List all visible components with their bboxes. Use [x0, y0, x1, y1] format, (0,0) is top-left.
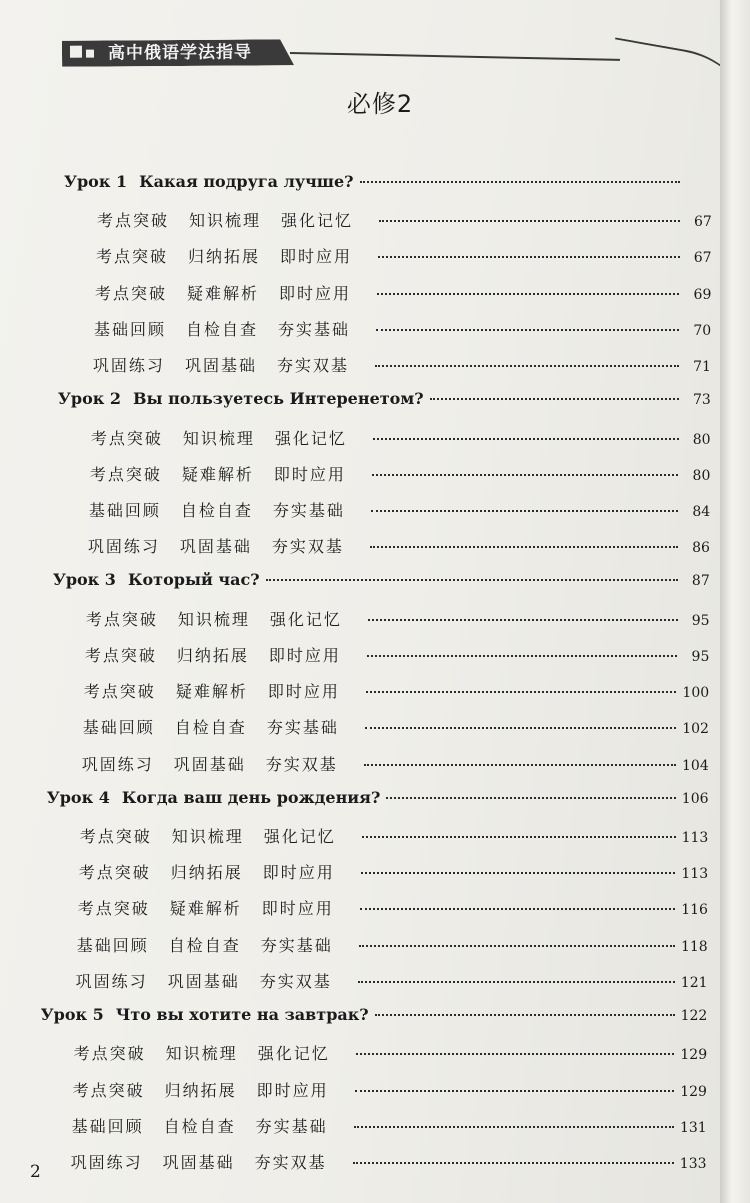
page-ref: 118: [680, 938, 708, 955]
header-rule: [290, 52, 620, 61]
page-ref: 129: [680, 1083, 707, 1100]
entry-label-c: 即时应用: [256, 1080, 329, 1100]
entry-label-c: 夯实双基: [265, 754, 338, 774]
toc-entry-row: [79, 860, 708, 883]
toc-entry-row: [95, 281, 711, 304]
dot-leader: [368, 619, 678, 621]
dot-leader: [430, 398, 679, 400]
page-ref: 80: [692, 467, 711, 484]
entry-label-a: 巩固练习: [81, 754, 154, 774]
entry-labels: [97, 208, 373, 231]
entry-labels: [78, 896, 354, 919]
toc-entry-row: [97, 208, 712, 231]
entry-label-a: 巩固练习: [92, 356, 165, 376]
entry-label-c: 即时应用: [261, 899, 334, 919]
toc-entry-row: [80, 824, 709, 847]
entry-label-c: 强化记忆: [263, 827, 336, 846]
entry-label-c: 强化记忆: [281, 211, 354, 231]
entry-labels: [88, 534, 364, 557]
page-ref: 100: [682, 685, 710, 702]
lesson-title-text: Какая подруга лучше?: [139, 172, 354, 191]
entry-label-b: 巩固基础: [167, 971, 240, 991]
entry-label-a: 考点突破: [96, 211, 169, 231]
entry-labels: [76, 969, 352, 992]
entry-label-a: 考点突破: [83, 682, 156, 702]
entry-label-a: 考点突破: [85, 609, 158, 629]
page-ref: 86: [692, 540, 710, 557]
dot-leader: [361, 872, 676, 874]
entry-label-b: 自检自查: [168, 935, 241, 955]
toc-entry-row: [88, 534, 710, 557]
toc-entry-row: [90, 462, 710, 485]
entry-labels: [95, 281, 371, 304]
entry-label-c: 夯实双基: [271, 537, 344, 557]
toc-entry-row: [93, 353, 711, 376]
entry-label-c: 夯实双基: [259, 971, 332, 991]
entry-label-b: 自检自查: [185, 319, 258, 339]
section-title: 必修2: [346, 90, 414, 118]
entry-labels: [91, 426, 367, 449]
page-ref: 71: [693, 359, 711, 376]
entry-label-c: 即时应用: [262, 863, 335, 883]
toc-lesson-row: [58, 389, 711, 408]
entry-label-b: 知识梳理: [182, 428, 255, 448]
entry-label-c: 夯实基础: [255, 1116, 328, 1136]
entry-label-b: 巩固基础: [173, 754, 246, 774]
entry-label-b: 归纳拓展: [170, 863, 243, 883]
toc-entry-row: [91, 426, 711, 449]
entry-label-c: 夯实基础: [277, 319, 350, 339]
entry-labels: [90, 462, 366, 485]
toc-entry-row: [82, 752, 709, 775]
page-ref: 67: [693, 214, 712, 231]
entry-labels: [86, 607, 362, 630]
page-ref: 121: [680, 974, 708, 991]
entry-label-c: 即时应用: [280, 247, 353, 267]
entry-label-c: 强化记忆: [274, 428, 347, 448]
toc-entry-row: [71, 1150, 707, 1173]
entry-label-b: 归纳拓展: [164, 1080, 237, 1100]
entry-label-c: 夯实基础: [272, 501, 345, 520]
entry-label-a: 基础回顾: [88, 501, 161, 520]
page-ref: 95: [691, 612, 710, 629]
entry-labels: [82, 752, 358, 775]
entry-label-c: 即时应用: [267, 682, 340, 702]
page-ref: 113: [681, 866, 709, 883]
page-ref: 104: [682, 757, 709, 774]
entry-label-a: 巩固练习: [87, 537, 160, 557]
toc-entry-row: [84, 679, 709, 702]
page-ref: 69: [693, 286, 712, 303]
entry-labels: [93, 353, 369, 376]
dot-leader: [386, 797, 675, 799]
entry-label-c: 强化记忆: [257, 1044, 330, 1064]
lesson-title-text: Который час?: [127, 570, 260, 590]
dot-leader: [377, 293, 679, 295]
entry-label-b: 疑难解析: [175, 682, 248, 702]
entry-label-b: 自检自查: [174, 718, 247, 738]
toc-entry-row: [78, 896, 708, 919]
entry-label-a: 考点突破: [90, 428, 163, 448]
dot-leader: [378, 256, 680, 258]
dot-leader: [375, 365, 679, 367]
toc-entry-row: [96, 244, 712, 267]
dot-leader: [372, 474, 678, 476]
page-ref: 129: [680, 1047, 708, 1064]
header-square-icon: [86, 50, 94, 58]
entry-label-c: 即时应用: [268, 645, 341, 665]
dot-leader: [376, 329, 679, 331]
dot-leader: [356, 1053, 675, 1055]
entry-label-b: 巩固基础: [162, 1153, 235, 1172]
entry-label-a: 巩固练习: [70, 1153, 143, 1172]
page-ref: 70: [693, 322, 712, 339]
entry-label-b: 知识梳理: [177, 609, 250, 629]
dot-leader: [375, 1014, 675, 1016]
dot-leader: [367, 655, 678, 657]
page-ref: 116: [681, 902, 708, 919]
lesson-title: [64, 172, 354, 191]
toc-lesson-row: [53, 570, 710, 589]
entry-label-b: 疑难解析: [181, 464, 254, 484]
entry-label-b: 知识梳理: [165, 1044, 238, 1064]
dot-leader: [266, 579, 678, 581]
entry-label-a: 考点突破: [89, 464, 162, 484]
entry-label-c: 夯实基础: [266, 718, 339, 738]
entry-labels: [89, 498, 365, 521]
entry-label-a: 基础回顾: [93, 319, 166, 339]
entry-labels: [73, 1078, 349, 1101]
lesson-number: Урок 3: [52, 570, 116, 590]
entry-label-c: 强化记忆: [269, 609, 342, 629]
entry-label-a: 考点突破: [73, 1044, 146, 1064]
entry-label-b: 巩固基础: [184, 356, 257, 376]
entry-labels: [85, 643, 361, 666]
toc-entry-row: [89, 498, 710, 521]
toc-entry-row: [74, 1041, 707, 1064]
entry-label-b: 自检自查: [180, 501, 253, 520]
entry-label-b: 巩固基础: [179, 537, 252, 557]
toc-lesson-row: [64, 172, 712, 191]
entry-label-c: 即时应用: [273, 464, 346, 484]
dot-leader: [360, 181, 680, 183]
entry-label-b: 知识梳理: [189, 211, 262, 231]
toc-entry-row: [72, 1114, 707, 1137]
entry-labels: [79, 860, 355, 883]
entry-labels: [94, 317, 370, 340]
page-ref: 95: [691, 648, 710, 665]
next-page-edge: [720, 0, 750, 1203]
header-square-icon: [70, 46, 82, 58]
entry-label-b: 知识梳理: [171, 827, 244, 846]
entry-label-a: 巩固练习: [75, 971, 148, 991]
page-ref: 67: [693, 250, 712, 267]
toc-entry-row: [85, 643, 710, 666]
dot-leader: [358, 981, 675, 983]
entry-label-b: 归纳拓展: [176, 645, 249, 665]
lesson-title: [58, 389, 424, 408]
dot-leader: [353, 1162, 674, 1164]
dot-leader: [354, 1126, 674, 1128]
lesson-title-text: Что вы хотите на завтрак?: [115, 1005, 369, 1025]
entry-label-c: 夯实双基: [254, 1153, 327, 1172]
entry-labels: [83, 715, 359, 738]
entry-labels: [84, 679, 360, 702]
entry-label-c: 即时应用: [278, 283, 351, 303]
entry-labels: [96, 244, 372, 267]
lesson-number: Урок 4: [46, 787, 110, 807]
lesson-number: Урок 5: [40, 1005, 104, 1025]
page-ref: 80: [692, 431, 711, 448]
page-ref: 106: [681, 790, 709, 807]
entry-labels: [74, 1041, 350, 1064]
entry-label-a: 基础回顾: [71, 1116, 144, 1136]
dot-leader: [359, 945, 675, 947]
page-ref: 131: [679, 1119, 707, 1136]
entry-label-b: 疑难解析: [186, 283, 259, 303]
lesson-title: [53, 570, 260, 589]
entry-label-a: 考点突破: [77, 899, 150, 919]
lesson-number: Урок 1: [64, 172, 128, 191]
header-title: 高中俄语学法指导: [107, 42, 253, 64]
dot-leader: [360, 908, 675, 910]
entry-labels: [72, 1114, 348, 1137]
entry-label-a: 基础回顾: [82, 718, 155, 738]
entry-label-a: 考点突破: [95, 247, 168, 267]
page-ref: 73: [692, 392, 711, 409]
entry-label-a: 考点突破: [79, 827, 152, 846]
entry-label-b: 归纳拓展: [187, 247, 260, 267]
header-curve: [587, 37, 720, 224]
page-ref: 102: [682, 721, 709, 738]
page-ref: 133: [679, 1156, 707, 1172]
entry-label-a: 考点突破: [72, 1080, 145, 1100]
page-ref: 84: [692, 504, 711, 520]
entry-labels: [80, 824, 356, 847]
page-ref: 113: [681, 830, 709, 846]
entry-labels: [77, 933, 353, 956]
lesson-number: Урок 2: [57, 389, 122, 409]
dot-leader: [362, 836, 676, 838]
toc-entry-row: [77, 933, 708, 956]
toc-entry-row: [86, 607, 710, 630]
entry-label-c: 夯实双基: [276, 356, 349, 376]
entry-label-b: 自检自查: [163, 1116, 236, 1136]
lesson-title-text: Вы пользуетесь Интеренетом?: [133, 389, 424, 409]
toc-entry-row: [73, 1078, 707, 1101]
entry-label-a: 考点突破: [78, 863, 151, 883]
dot-leader: [371, 510, 678, 512]
page-number: 2: [30, 1162, 41, 1182]
page-ref: 87: [691, 573, 710, 590]
entry-label-b: 疑难解析: [169, 899, 242, 919]
entry-label-a: 考点突破: [94, 283, 167, 303]
toc-entry-row: [94, 317, 711, 340]
dot-leader: [373, 438, 679, 440]
entry-label-c: 夯实基础: [260, 935, 333, 955]
page-ref: 122: [680, 1008, 708, 1025]
dot-leader: [355, 1090, 675, 1092]
dot-leader: [366, 691, 677, 693]
toc-lesson-row: [47, 788, 709, 807]
toc-lesson-row: [41, 1005, 708, 1024]
toc-entry-row: [76, 969, 708, 992]
dot-leader: [365, 727, 676, 729]
dot-leader: [370, 546, 678, 548]
toc-entry-row: [83, 715, 709, 738]
lesson-title-text: Когда ваш день рождения?: [121, 787, 381, 807]
entry-labels: [71, 1150, 347, 1173]
entry-label-a: 基础回顾: [76, 935, 149, 955]
entry-label-a: 考点突破: [84, 645, 157, 665]
dot-leader: [364, 764, 676, 766]
dot-leader: [379, 220, 680, 222]
lesson-title: [41, 1005, 369, 1024]
lesson-title: [47, 788, 381, 807]
